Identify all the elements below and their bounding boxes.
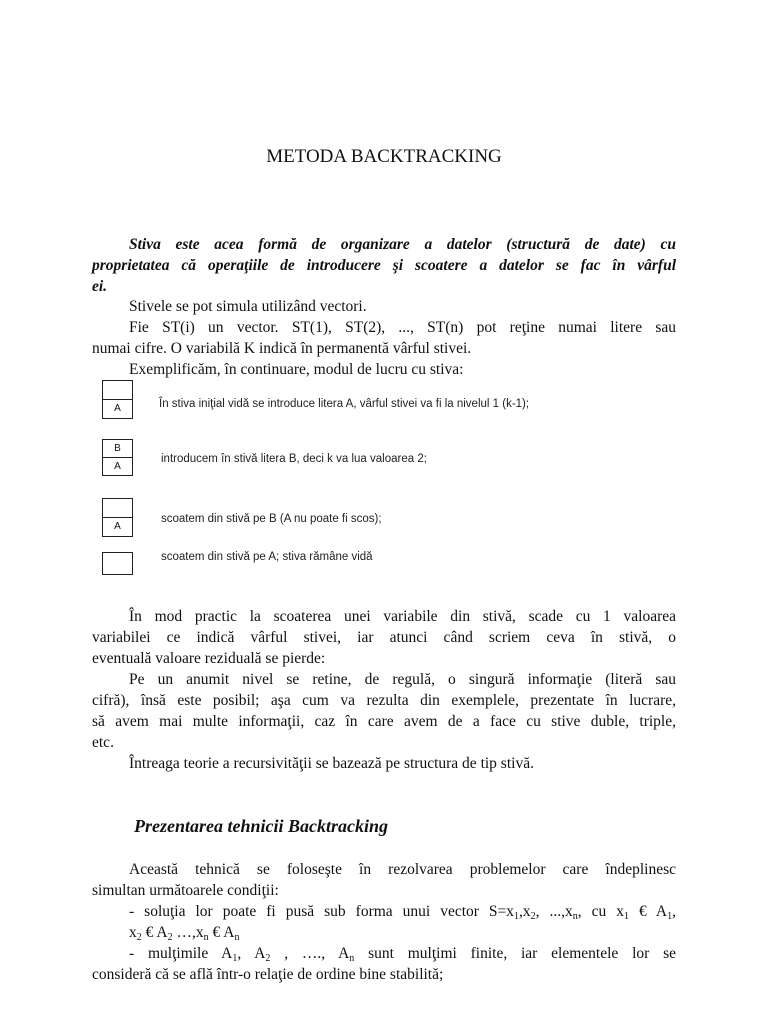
definition-line-1: Stiva este acea formă de organizare a datelor (structură de date) cu [129, 236, 676, 253]
paragraph-example-intro: Exemplificăm, în continuare, modul de lucru cu stiva: [129, 361, 464, 378]
paragraph-vectors: Stivele se pot simula utilizând vectori. [129, 298, 367, 315]
stack-cell: A [103, 517, 132, 536]
stack-definition [92, 234, 676, 297]
stack-cell [103, 499, 132, 517]
condition-2: - mulţimile $A_1$, $A_2$ , …., $A_n$ sunt mulţimi finite, iar elementele lor se consideră că se află într-o relaţie de ordine bine stabilită; [92, 945, 676, 983]
stack-note-4: scoatem din stivă pe A; stiva rămâne vidă [161, 551, 373, 563]
stack-cell: B [114, 443, 121, 454]
definition-line-2: proprietatea că operaţiile de introducere şi scoatere a datelor se fac în vârful [92, 257, 676, 274]
stack-diagram-2 [102, 439, 133, 476]
stack-note-2: introducem în stivă litera B, deci k va lua valoarea 2; [161, 453, 427, 465]
definition-line-3: ei. [92, 278, 108, 295]
stack-diagram-1 [102, 380, 133, 419]
condition-1: - soluţia lor poate fi pusă sub forma unui vector $S=x_1,x_2$, $...,x_n$, cu $x_1$ € $A_1$, $x_2$ € $A_2$ $\dots,x_n$ € $A_n$ [129, 903, 676, 943]
stack-cell: A [103, 457, 132, 475]
paragraph-st-vector: Fie ST(i) un vector. ST(1), ST(2), ..., ST(n) pot reţine numai litere sau numai cifre. O variabilă K indică în permanentă vârful stivei. [92, 319, 676, 357]
stack-cell [103, 553, 132, 574]
paragraph-practical: În mod practic la scoaterea unei variabile din stivă, scade cu 1 valoarea variabilei ce indică vârful stivei, iar atunci când scriem ceva în stivă, o eventuală valoare reziduală se pierde: [92, 608, 676, 667]
stack-diagram-3 [102, 498, 133, 537]
section-title: Prezentarea tehnicii Backtracking [134, 816, 388, 836]
paragraph-technique: Această tehnică se foloseşte în rezolvarea problemelor care îndeplinesc simultan următoarele condiţii: [92, 861, 676, 899]
paragraph-levels: Pe un anumit nivel se retine, de regulă, o singură informaţie (literă sau cifră), însă este posibil; aşa cum va rezulta din exemplele, prezentate în lucrare, să avem mai multe informaţii, caz în care avem de a face cu stive duble, triple, etc. [92, 671, 676, 751]
page-title: METODA BACKTRACKING [266, 146, 502, 167]
paragraph-recursivity: Întreaga teorie a recursivităţii se bazează pe structura de tip stivă. [129, 755, 534, 772]
stack-note-1: În stiva iniţial vidă se introduce litera A, vârful stivei va fi la nivelul 1 (k-1); [159, 398, 530, 410]
stack-cell [103, 381, 132, 399]
stack-cell: A [103, 399, 132, 418]
stack-note-3: scoatem din stivă pe B (A nu poate fi scos); [161, 513, 382, 525]
stack-diagram-4 [102, 552, 133, 575]
